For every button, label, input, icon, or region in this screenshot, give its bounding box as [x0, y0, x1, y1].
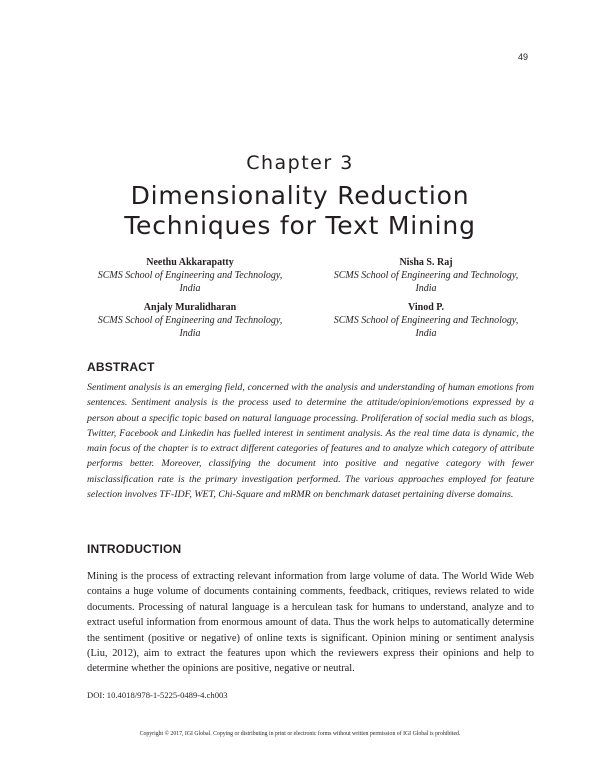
author-block [70, 301, 310, 340]
copyright-notice: Copyright © 2017, IGI Global. Copying or distributing in print or electronic forms without written permission of IGI Global is prohibited. [139, 731, 461, 737]
author-block [306, 301, 546, 340]
author-affiliation: SCMS School of Engineering and Technology, [333, 315, 519, 326]
author-country: India [415, 283, 437, 294]
abstract-heading: ABSTRACT [87, 360, 155, 374]
author-name: Neethu Akkarapatty [146, 257, 234, 268]
author-name: Nisha S. Raj [399, 257, 453, 268]
author-country: India [179, 328, 201, 339]
author-block [306, 256, 546, 295]
introduction-text: Mining is the process of extracting relevant information from large volume of data. The World Wide Web contains a huge volume of documents containing comments, feedback, critiques, reviews related to wide documents. Processing of natural language is a herculean task for humans to understand, analyze and to extract useful information from enormous amount of data. Thus the work helps to automatically determine the sentiment (positive or negative) of online texts is significant. Opinion mining or sentiment analysis (Liu, 2012), aim to extract the features upon which the reviewers express their opinions and help to determine whether the opinions are positive, negative or neutral. [87, 571, 534, 675]
author-name: Vinod P. [408, 302, 444, 313]
author-country: India [415, 328, 437, 339]
author-affiliation: SCMS School of Engineering and Technology, [97, 315, 283, 326]
chapter-label: Chapter 3 [246, 152, 354, 174]
chapter-title-line: Dimensionality Reduction [130, 181, 470, 210]
abstract-text: Sentiment analysis is an emerging field, concerned with the analysis and understanding of human emotions from sentences. Sentiment analysis is the process used to determine the attitude/opinion/emotions expressed by a person about a specific topic based on natural language processing. Proliferation of social media such as blogs, Twitter, Facebook and Linkedin has fuelled interest in sentiment analysis. As the real time data is dynamic, the main focus of the chapter is to extract different categories of features and to analyze which category of attribute performs better. Moreover, classifying the document into positive and negative category with fewer misclassification rate is the primary investigation performed. The various approaches employed for feature selection involves TF-IDF, WET, Chi-Square and mRMR on benchmark dataset pertaining diverse domains. [87, 382, 534, 501]
author-affiliation: SCMS School of Engineering and Technology, [97, 270, 283, 281]
chapter-title [0, 181, 600, 241]
page-number: 49 [518, 52, 529, 62]
author-country: India [179, 283, 201, 294]
author-affiliation: SCMS School of Engineering and Technology, [333, 270, 519, 281]
chapter-title-line: Techniques for Text Mining [124, 211, 476, 240]
introduction-heading: INTRODUCTION [87, 542, 182, 556]
author-block [70, 256, 310, 295]
author-name: Anjaly Muralidharan [143, 302, 237, 313]
doi-line: DOI: 10.4018/978-1-5225-0489-4.ch003 [87, 690, 228, 700]
